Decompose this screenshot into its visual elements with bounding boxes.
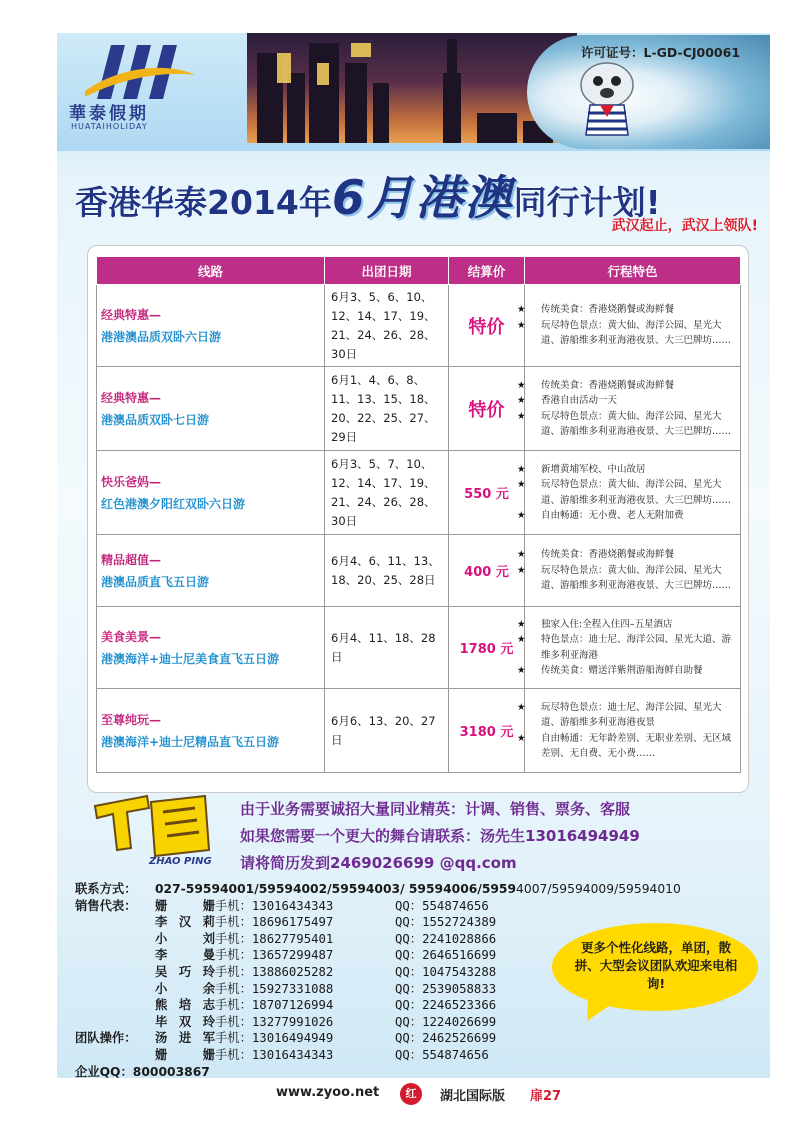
star-bullet-icon: ★ [517,564,526,576]
contact-phone: 手机：13016494949 [215,1031,334,1046]
route-cell [97,285,325,367]
contact-qq: QQ：1047543288 [395,964,497,979]
feature-text: 新增黄埔军校、中山故居 [541,463,646,475]
feature-item [517,617,736,633]
contact-phone: 手机：13657299487 [215,948,334,963]
company-qq: 企业QQ：800003867 [75,1064,210,1078]
header-route: 线路 [97,257,325,285]
feature-item [517,318,736,349]
feature-text: 玩尽特色景点：黄大仙、海洋公园、星光大道、游船维多利亚海港夜景、大三巴牌坊…… [541,410,732,437]
seal-mascot-icon [562,55,672,145]
recruit-notice [240,796,640,877]
route-name: 港港澳品质双卧六日游 [101,329,222,344]
contact-phone: 手机：13886025282 [215,964,334,979]
bubble-text: 更多个性化线路，单团，散拼、大型会议团队欢迎来电相询! [574,940,738,991]
star-bullet-icon: ★ [517,618,526,630]
route-cell [97,451,325,535]
recruit-badge-sub: ZHAO PING [149,856,212,867]
contact-name: 吴巧玲 [155,964,215,979]
route-category: 经典特惠— [101,307,162,322]
page-footer [0,1080,800,1110]
feature-text: 传统美食：香港烧鹅餐或海鲜餐 [541,379,675,391]
footer-badge: 红 [400,1083,422,1105]
contact-qq: QQ：2241028866 [395,931,497,946]
contact-qq: QQ：554874656 [395,1047,489,1062]
star-bullet-icon: ★ [517,479,526,490]
contact-qq: QQ：554874656 [395,898,489,913]
star-bullet-icon: ★ [517,634,526,645]
feature-item [517,731,736,762]
recruit-line-2: 如果您需要一个更大的舞台请联系：汤先生13016494949 [240,827,640,845]
feature-text: 特色景点：迪士尼、海洋公园、星光大道、游维多利亚海港 [541,634,732,661]
route-cell [97,535,325,607]
feature-text: 玩尽特色景点：黄大仙、海洋公园、星光大道、游船维多利亚海港夜景、大三巴牌坊…… [541,564,732,592]
feature-item [517,477,736,508]
itinerary-features [517,451,741,535]
settlement-price: 特价 [449,285,525,367]
feature-text: 自由畅通：无小费、老人无附加费 [541,510,684,521]
feature-text: 玩尽特色景点：迪士尼、海洋公园、星光大道、游船维多利亚海港夜景 [541,701,722,728]
contact-row [75,1047,681,1064]
feature-item [517,409,736,440]
route-name: 港澳海洋+迪士尼美食直飞五日游 [101,651,280,666]
contact-name: 李曼 [155,948,215,963]
contact-qq: QQ：1224026699 [395,1014,497,1029]
contact-qq: QQ：2462526699 [395,1031,497,1046]
contact-name: 李汉莉 [155,915,215,930]
logo-text: 華泰假期 [69,104,149,124]
title-part-2: 6月港澳 [331,171,514,226]
contact-name: 小余 [155,981,215,996]
contact-name: 姗姗 [155,1047,215,1062]
table-row [97,451,741,535]
header-banner [57,33,770,151]
star-bullet-icon: ★ [517,701,526,713]
contact-phone: 手机：18707126994 [215,998,334,1013]
feature-item [517,508,736,524]
route-category: 经典特惠— [101,390,162,405]
route-name: 港澳品质双卧七日游 [101,412,210,427]
team-label: 团队操作： [75,1031,137,1046]
route-category: 精品超值— [101,552,162,567]
itinerary-features [517,535,741,607]
phones-rest: 4007/59594009/59594010 [516,882,681,896]
star-bullet-icon: ★ [517,319,526,331]
itinerary-features [517,607,741,689]
contact-name: 小刘 [155,931,215,946]
title-part-1: 香港华泰2014年 [75,183,332,222]
contact-phone: 手机：13016434343 [215,898,334,913]
license-number: 许可证号：L-GD-CJ00061 [581,45,741,60]
table-row [97,607,741,689]
contact-row [75,914,681,931]
footer-page-number: 扉27 [530,1089,562,1104]
header-price: 结算价 [449,257,525,285]
star-bullet-icon: ★ [517,379,526,391]
feature-item [517,462,736,478]
feature-text: 传统美食：赠送洋紫荆游船海鲜自助餐 [541,665,703,676]
contact-qq: QQ：1552724389 [395,915,497,930]
route-category: 美食美景— [101,629,162,644]
departure-dates: 6月3、5、7、10、12、14、17、19、21、24、26、28、30日 [325,451,449,535]
table-header-row [97,257,741,285]
star-bullet-icon: ★ [517,463,526,475]
contact-phone: 手机：13016434343 [215,1047,334,1062]
contact-phone: 手机：15927331088 [215,981,334,996]
itinerary-features [517,285,741,367]
recruit-line-3: 请将简历发到2469026699 @qq.com [240,854,517,872]
feature-item [517,547,736,563]
feature-text: 独家入住:全程入住四–五星酒店 [541,618,673,630]
sales-label: 销售代表： [75,898,137,913]
logo-subtext: HUATAIHOLIDAY [71,122,148,131]
contact-phone: 手机：18627795401 [215,931,334,946]
contact-row [75,898,681,915]
settlement-price: 400 元 [449,535,525,607]
departure-dates: 6月3、5、6、10、12、14、17、19、21、24、26、28、30日 [325,285,449,367]
footer-url[interactable]: www.zyoo.net [276,1085,380,1100]
feature-text: 传统美食：香港烧鹅餐或海鲜餐 [541,304,675,316]
contact-name: 毕双玲 [155,1014,215,1029]
feature-item [517,663,736,679]
feature-item [517,393,736,409]
route-cell [97,607,325,689]
settlement-price: 3180 元 [449,689,525,773]
contact-name: 汤进军 [155,1031,215,1046]
contact-name: 姗姗 [155,898,215,913]
feature-text: 玩尽特色景点：黄大仙、海洋公园、星光大道、游船维多利亚海港夜景、大三巴牌坊…… [541,479,732,506]
subtitle: 武汉起止，武汉上领队! [611,218,758,234]
table-row [97,285,741,367]
feature-item [517,302,736,318]
contact-row [75,1030,681,1047]
star-bullet-icon: ★ [517,510,526,521]
contact-qq: QQ：2539058833 [395,981,497,996]
title-part-3: 同行计划! [513,183,661,222]
settlement-price: 550 元 [449,451,525,535]
recruit-line-1: 由于业务需要诚招大量同业精英：计调、销售、票务、客服 [240,800,631,818]
feature-item [517,700,736,731]
info-bubble [552,923,758,1011]
feature-item [517,632,736,663]
route-cell [97,689,325,773]
header-dates: 出团日期 [325,257,449,285]
route-name: 港澳品质直飞五日游 [101,574,210,589]
feature-text: 玩尽特色景点：黄大仙、海洋公园、星光大道、游船维多利亚海港夜景、大三巴牌坊…… [541,319,732,347]
route-name: 红色港澳夕阳红双卧六日游 [101,496,246,511]
feature-text: 传统美食：香港烧鹅餐或海鲜餐 [541,549,675,561]
contact-phone: 手机：18696175497 [215,915,334,930]
star-bullet-icon: ★ [517,665,526,676]
feature-item [517,378,736,394]
feature-text: 自由畅通：无年龄差别、无职业差别、无区域差别、无自费、无小费…… [541,732,732,759]
recruit-badge-icon [87,788,217,868]
page-title [75,161,661,228]
star-bullet-icon: ★ [517,304,526,316]
departure-dates: 6月4、6、11、13、18、20、25、28日 [325,535,449,607]
route-cell [97,367,325,451]
table-row [97,367,741,451]
company-qq-row [75,1064,681,1078]
contact-name: 熊培志 [155,998,215,1013]
itinerary-features [517,689,741,773]
route-category: 至尊纯玩— [101,712,162,727]
settlement-price: 1780 元 [449,607,525,689]
departure-dates: 6月1、4、6、8、11、13、15、18、20、22、25、27、29日 [325,367,449,451]
table-row [97,689,741,773]
phones-bold: 027-59594001/59594002/59594003/ 59594006/5959 [155,882,517,896]
star-bullet-icon: ★ [517,410,526,422]
flyer [57,33,770,1078]
contact-qq: QQ：2646516699 [395,948,497,963]
itinerary-table-panel [87,245,749,793]
departure-dates: 6月4、11、18、28日 [325,607,449,689]
feature-text: 香港自由活动一天 [541,395,618,406]
star-bullet-icon: ★ [517,395,526,406]
route-name: 港澳海洋+迪士尼精品直飞五日游 [101,734,280,749]
itinerary-features [517,367,741,451]
feature-item [517,563,736,594]
departure-dates: 6月6、13、20、27日 [325,689,449,773]
contact-qq: QQ：2246523366 [395,998,497,1013]
phone-line [75,881,681,898]
phone-label: 联系方式： [75,882,137,896]
itinerary-table [96,256,741,773]
header-features: 行程特色 [525,257,741,285]
star-bullet-icon: ★ [517,549,526,561]
contact-phone: 手机：13277991026 [215,1014,334,1029]
settlement-price: 特价 [449,367,525,451]
table-row [97,535,741,607]
footer-edition: 湖北国际版 [440,1089,506,1104]
star-bullet-icon: ★ [517,732,526,744]
route-category: 快乐爸妈— [101,474,162,489]
